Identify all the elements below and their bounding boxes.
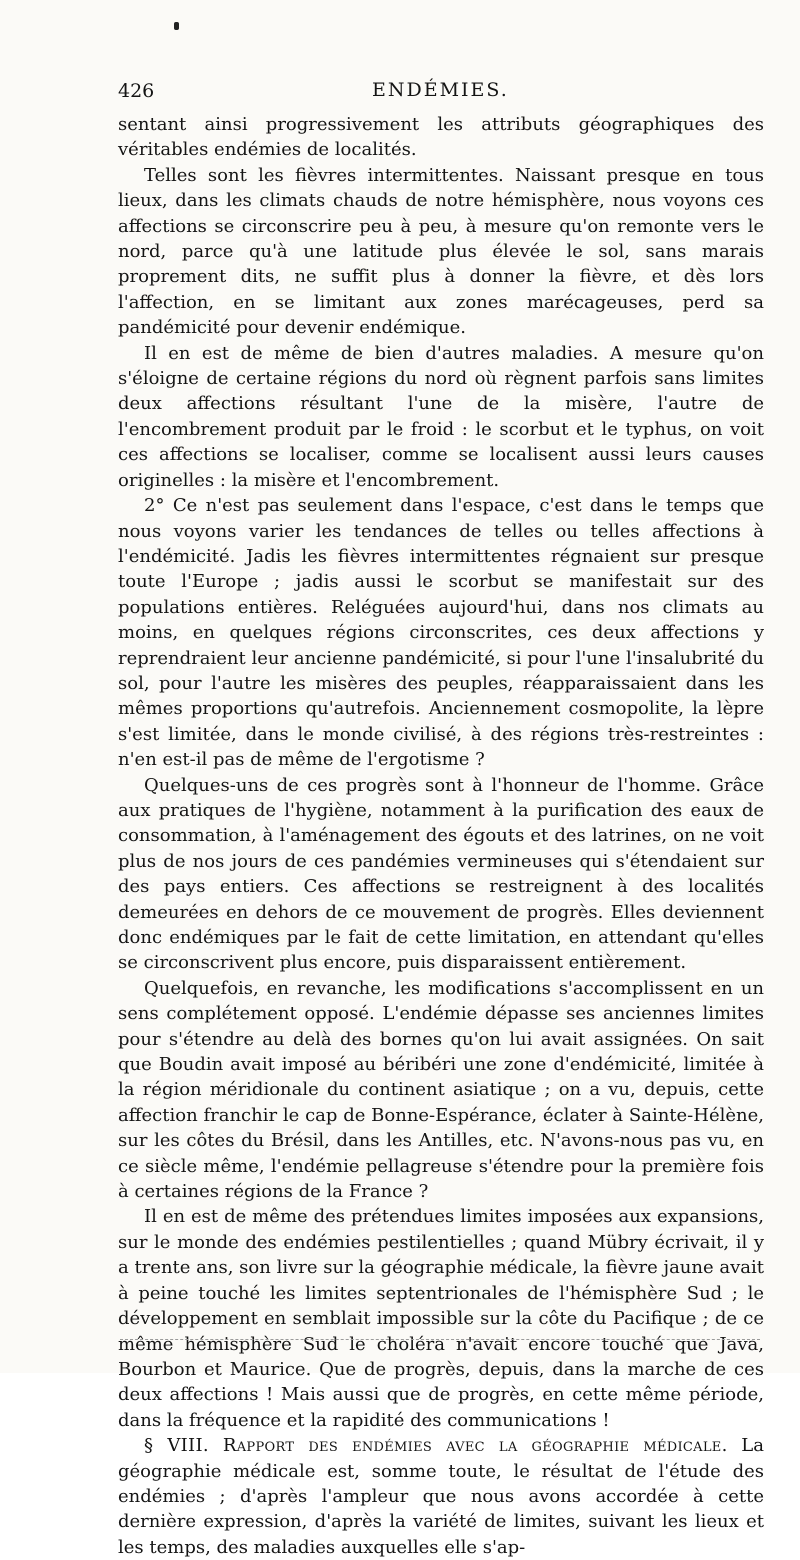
bottom-rule [120, 1339, 760, 1340]
paragraph-1: sentant ainsi progressivement les attributs géographiques des véritables endémies de localités. [118, 114, 764, 161]
paragraph-3: Il en est de même de bien d'autres maladies. A mesure qu'on s'éloigne de certaine régions du nord où règnent parfois sans limites deux affections résultant l'une de la misère, l'autre de l'encombrement produit par le froid : le scorbut et le typhus, on voit ces affections se localiser, comme se localisent aussi leurs causes originelles : la misère et l'encombrement. [118, 342, 764, 491]
paragraph-8 [118, 1433, 764, 1560]
paragraph-2: Telles sont les fièvres intermittentes. Naissant presque en tous lieux, dans les climats chauds de notre hémisphère, nous voyons ces affections se circonscrire peu à peu, à mesure qu'on remonte vers le nord, parce qu'à une latitude plus élevée le sol, sans marais proprement dits, ne suffit plus à donner la fièvre, et dès lors l'affection, en se limitant aux zones marécageuses, perd sa pandémicité pour devenir endémique. [118, 164, 764, 339]
running-title: ENDÉMIES. [372, 79, 509, 101]
ink-speck [174, 22, 179, 30]
paragraph-4: 2° Ce n'est pas seulement dans l'espace, c'est dans le temps que nous voyons varier les tendances de telles ou telles affections à l'endémicité. Jadis les fièvres intermittentes régnaient sur presque toute l'Europe ; jadis aussi le scorbut se manifestait sur des populations entières. Reléguées aujourd'hui, dans nos climats au moins, en quelques régions circonscrites, ces deux affections y reprendraient leur ancienne pandémicité, si pour l'une l'insalubrité du sol, pour l'autre les misères des peuples, réapparaissaient dans les mêmes proportions qu'autrefois. Anciennement cosmopolite, la lèpre s'est limitée, dans le monde civilisé, à des régions très-restreintes : n'en est-il pas de même de l'ergotisme ? [118, 495, 764, 771]
section-text: La géographie médicale est, somme toute, le résultat de l'étude des endémies ; d'après l'ampleur que nous avons accordée à cette dernière expression, d'après la variété de limites, suivant les lieux et les temps, des maladies auxquelles elle s'ap- [118, 1435, 764, 1558]
section-heading: § VIII. Rapport des endémies avec la géographie médicale. [144, 1435, 728, 1457]
page-number: 426 [118, 80, 155, 102]
paragraph-5: Quelques-uns de ces progrès sont à l'honneur de l'homme. Grâce aux pratiques de l'hygiène, notamment à la purification des eaux de consommation, à l'aménagement des égouts et des latrines, on ne voit plus de nos jours de ces pandémies vermineuses qui s'étendaient sur des pays entiers. Ces affections se restreignent à des localités demeurées en dehors de ce mouvement de progrès. Elles deviennent donc endémiques par le fait de cette limitation, en attendant qu'elles se circonscrivent plus encore, puis disparaissent entièrement. [118, 774, 764, 974]
paragraph-6: Quelquefois, en revanche, les modifications s'accomplissent en un sens complétement opposé. L'endémie dépasse ses anciennes limites pour s'étendre au delà des bornes qu'on lui avait assignées. On sait que Boudin avait imposé au béribéri une zone d'endémicité, limitée à la région méridionale du continent asiatique ; on a vu, depuis, cette affection franchir le cap de Bonne-Espérance, éclater à Sainte-Hélène, sur les côtes du Brésil, dans les Antilles, etc. N'avons-nous pas vu, en ce siècle même, l'endémie pellagreuse s'étendre pour la première fois à certaines régions de la France ? [118, 977, 764, 1203]
paragraph-7: Il en est de même des prétendues limites imposées aux expansions, sur le monde des endémies pestilentielles ; quand Mübry écrivait, il y a trente ans, son livre sur la géographie médicale, la fièvre jaune avait à peine touché les limites septentrionales de l'hémisphère Sud ; le développement en semblait impossible sur la côte du Pacifique ; de ce même hémisphère Sud le choléra n'avait encore touché que Java, Bourbon et Maurice. Que de progrès, depuis, dans la marche de ces deux affections ! Mais aussi que de progrès, en cette même période, dans la fréquence et la rapidité des communications ! [118, 1206, 764, 1431]
body-text [118, 112, 764, 1560]
